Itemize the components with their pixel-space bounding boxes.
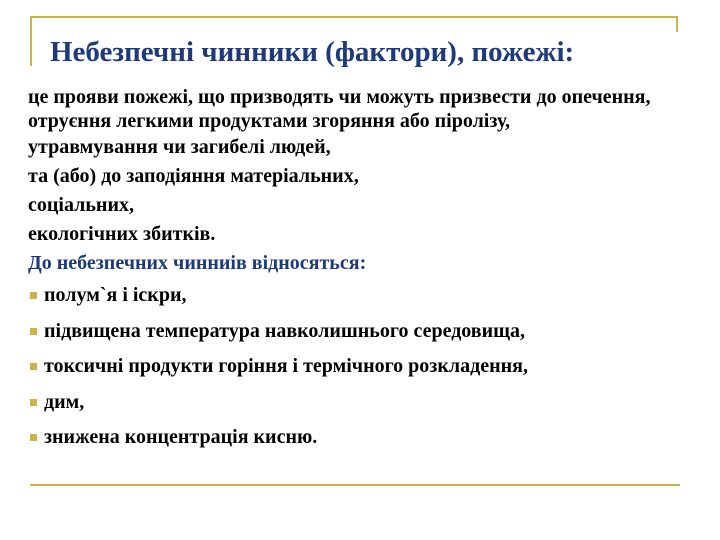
slide-body bbox=[28, 85, 703, 456]
list-item bbox=[28, 385, 703, 421]
frame-left-line bbox=[30, 16, 32, 66]
frame-bottom-line bbox=[30, 484, 680, 486]
list-item bbox=[28, 278, 703, 314]
list-item bbox=[28, 420, 703, 456]
definition-line: соціальних, bbox=[28, 194, 134, 216]
frame-top-line bbox=[30, 16, 678, 18]
list-item-text: токсичні продукти горіння і термічного розкладення, bbox=[44, 355, 528, 377]
subheading: До небезпечних чинниів відносяться: bbox=[28, 252, 367, 274]
definition-intro: це прояви пожежі, що призводять чи можуть призвести до опечення, отруєння легкими продуктами згоряння або піролізу, bbox=[28, 86, 651, 132]
square-bullet-icon bbox=[30, 434, 37, 441]
list-item bbox=[28, 349, 703, 385]
list-item-text: знижена концентрація кисню. bbox=[44, 426, 318, 448]
frame-right-line bbox=[676, 16, 678, 32]
list-item-text: полум`я і іскри, bbox=[44, 284, 187, 306]
square-bullet-icon bbox=[30, 399, 37, 406]
square-bullet-icon bbox=[30, 328, 37, 335]
slide-title: Небезпечні чинники (фактори), пожежі: bbox=[50, 36, 575, 68]
definition-line: утравмування чи загибелі людей, bbox=[28, 136, 331, 158]
list-item-text: підвищена температура навколишнього середовища, bbox=[44, 319, 526, 342]
list-item-text: дим, bbox=[44, 390, 85, 413]
list-item bbox=[28, 314, 703, 350]
definition-line: та (або) до заподіяння матеріальних, bbox=[28, 165, 359, 187]
hazard-list bbox=[28, 278, 703, 456]
square-bullet-icon bbox=[30, 292, 37, 299]
definition-line: екологічних збитків. bbox=[28, 223, 216, 245]
square-bullet-icon bbox=[30, 363, 37, 370]
